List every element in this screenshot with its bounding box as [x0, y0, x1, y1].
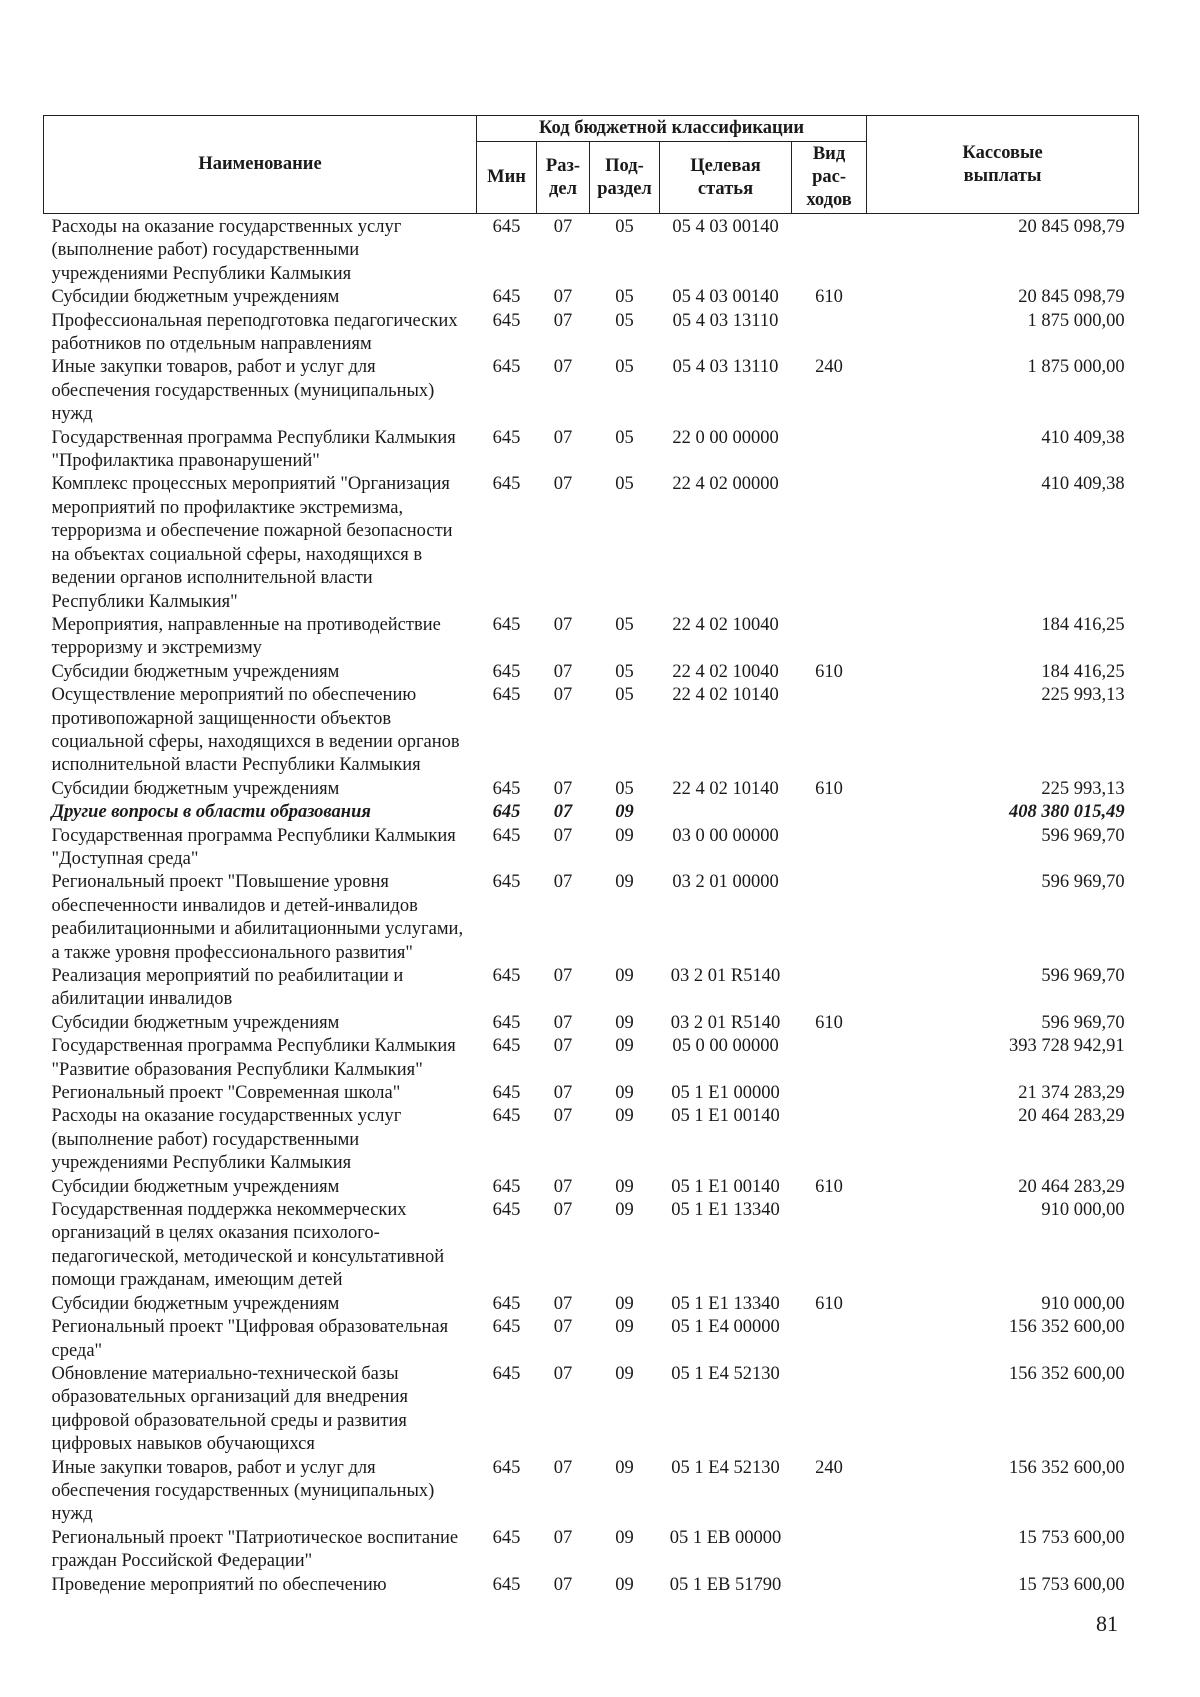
- row-podrazdel: 05: [615, 614, 634, 635]
- row-celevaya: 03 2 01 00000: [672, 872, 779, 893]
- row-sum: 20 464 283,29: [1018, 1106, 1125, 1127]
- row-vid: [792, 1105, 867, 1175]
- table-row: [44, 661, 1139, 684]
- row-razdel: 07: [553, 1106, 573, 1127]
- row-sum: 1 875 000,00: [1027, 357, 1125, 378]
- row-podrazdel: 05: [615, 474, 634, 495]
- row-vid: [792, 684, 867, 778]
- row-vid: [792, 1316, 867, 1363]
- row-vid: [792, 427, 867, 474]
- row-celevaya: 05 4 03 13110: [672, 357, 779, 378]
- row-vid: [792, 1199, 867, 1293]
- row-vid: [792, 473, 867, 613]
- table-row: [44, 1012, 1139, 1035]
- row-razdel: 07: [553, 825, 573, 846]
- row-vid: [792, 1574, 867, 1597]
- row-vid: 610: [815, 778, 843, 799]
- row-podrazdel: 05: [615, 287, 634, 308]
- table-row: [44, 965, 1139, 1012]
- row-name: Субсидии бюджетным учреждениям: [51, 1176, 340, 1197]
- table-row: [44, 801, 1139, 824]
- row-min: 645: [492, 1457, 521, 1478]
- row-sum: 1 875 000,00: [1027, 310, 1125, 331]
- row-vid: [792, 871, 867, 965]
- row-podrazdel: 05: [615, 217, 634, 237]
- row-celevaya: 03 0 00 00000: [672, 825, 779, 846]
- row-sum: 596 969,70: [1041, 966, 1125, 986]
- table-row: [44, 1316, 1139, 1363]
- row-podrazdel: 09: [615, 1317, 634, 1338]
- row-celevaya: 22 0 00 00000: [672, 427, 779, 448]
- row-min: 645: [492, 310, 521, 331]
- header-celevaya: Целевая статья: [660, 142, 792, 214]
- row-min: 645: [492, 614, 521, 635]
- row-podrazdel: 09: [615, 802, 634, 823]
- row-name: Реализация мероприятий по реабилитации и абилитации инвалидов: [51, 966, 404, 1010]
- table-row: [44, 1293, 1139, 1316]
- row-sum: 393 728 942,91: [1008, 1036, 1125, 1057]
- row-podrazdel: 05: [615, 357, 634, 378]
- row-name: Субсидии бюджетным учреждениям: [51, 1293, 340, 1314]
- row-razdel: 07: [553, 1200, 573, 1221]
- table-row: [44, 214, 1139, 287]
- row-celevaya: 03 2 01 R5140: [670, 966, 781, 986]
- table-row: [44, 427, 1139, 474]
- row-sum: 410 409,38: [1041, 474, 1125, 495]
- row-celevaya: 05 1 E4 52130: [671, 1457, 780, 1478]
- row-celevaya: 03 2 01 R5140: [670, 1012, 781, 1033]
- row-razdel: 07: [553, 1083, 573, 1104]
- row-name: Комплекс процессных мероприятий "Организация мероприятий по профилактике экстремизма, терроризма и обеспечение пожарной безопасности на объектах социальной сферы, находящихся в ведении органов исполнительной власти Республики Калмыкия": [51, 474, 453, 612]
- row-name: Региональный проект "Повышение уровня обеспеченности инвалидов и детей-инвалидов реабилитационными и абилитационными услугами, а также уровня профессионального развития": [51, 872, 464, 963]
- row-vid: [792, 825, 867, 872]
- row-razdel: 07: [553, 217, 573, 237]
- table-row: [44, 778, 1139, 801]
- row-vid: 610: [815, 1293, 843, 1314]
- row-name: Иные закупки товаров, работ и услуг для обеспечения государственных (муниципальных) нужд: [51, 357, 435, 425]
- row-sum: 596 969,70: [1041, 1012, 1125, 1033]
- row-podrazdel: 09: [615, 1106, 634, 1127]
- row-razdel: 07: [553, 287, 573, 308]
- budget-table: [43, 115, 1139, 1597]
- row-min: 645: [492, 474, 521, 495]
- row-celevaya: 22 4 02 00000: [672, 474, 779, 495]
- row-razdel: 07: [553, 310, 573, 331]
- table-row: [44, 286, 1139, 309]
- row-name: Субсидии бюджетным учреждениям: [51, 661, 340, 682]
- row-celevaya: 05 4 03 00140: [672, 287, 779, 308]
- header-name: Наименование: [44, 116, 477, 214]
- row-min: 645: [492, 1317, 521, 1338]
- table-row: [44, 684, 1139, 778]
- row-celevaya: 22 4 02 10040: [672, 661, 779, 682]
- row-celevaya: 05 1 E4 52130: [671, 1363, 780, 1384]
- row-vid: [792, 965, 867, 1012]
- row-razdel: 07: [553, 1574, 573, 1595]
- row-name: Региональный проект "Патриотическое воспитание граждан Российской Федерации": [51, 1527, 459, 1572]
- row-sum: 15 753 600,00: [1018, 1574, 1125, 1595]
- row-celevaya: 05 1 EB 51790: [669, 1574, 782, 1595]
- row-sum: 156 352 600,00: [1008, 1457, 1125, 1478]
- row-podrazdel: 09: [615, 1457, 634, 1478]
- row-min: 645: [492, 825, 521, 846]
- row-vid: 610: [815, 287, 843, 308]
- row-podrazdel: 09: [615, 1012, 634, 1033]
- row-vid: [792, 801, 867, 824]
- row-celevaya: 22 4 02 10140: [672, 778, 779, 799]
- table-row: [44, 356, 1139, 426]
- row-razdel: 07: [553, 872, 573, 893]
- row-min: 645: [492, 217, 521, 237]
- row-sum: 156 352 600,00: [1008, 1363, 1125, 1384]
- row-celevaya: 05 1 E1 13340: [671, 1200, 780, 1221]
- row-podrazdel: 09: [615, 1293, 634, 1314]
- row-razdel: 07: [553, 802, 573, 823]
- row-sum: 156 352 600,00: [1008, 1317, 1125, 1338]
- header-code-group: Код бюджетной классификации: [477, 116, 867, 142]
- row-podrazdel: 09: [615, 1083, 634, 1104]
- row-razdel: 07: [553, 1527, 573, 1548]
- row-name: Субсидии бюджетным учреждениям: [51, 1012, 340, 1033]
- row-vid: 240: [815, 357, 843, 378]
- row-vid: 610: [815, 1012, 843, 1033]
- row-razdel: 07: [553, 1176, 573, 1197]
- row-razdel: 07: [553, 1293, 573, 1314]
- row-sum: 21 374 283,29: [1018, 1083, 1125, 1104]
- row-podrazdel: 09: [615, 1527, 634, 1548]
- row-celevaya: 05 1 E1 00000: [671, 1083, 780, 1104]
- row-min: 645: [492, 1363, 521, 1384]
- header-podrazdel: Под- раздел: [590, 142, 660, 214]
- row-sum: 910 000,00: [1041, 1293, 1125, 1314]
- row-sum: 225 993,13: [1041, 685, 1125, 706]
- row-name: Государственная поддержка некоммерческих организаций в целях оказания психолого-педагогической, методической и консультативной помощи гражданам, имеющим детей: [51, 1200, 445, 1291]
- row-razdel: 07: [553, 1036, 573, 1057]
- row-name: Государственная программа Республики Калмыкия "Развитие образования Республики Калмыкия": [51, 1036, 456, 1080]
- table-row: [44, 310, 1139, 357]
- row-celevaya: [660, 801, 792, 824]
- table-row: [44, 1176, 1139, 1199]
- row-celevaya: 05 4 03 13110: [672, 310, 779, 331]
- header-vid: Вид рас- ходов: [792, 142, 867, 214]
- row-sum: 184 416,25: [1041, 661, 1125, 682]
- row-sum: 225 993,13: [1041, 778, 1125, 799]
- row-vid: [792, 1082, 867, 1105]
- row-min: 645: [492, 1036, 521, 1057]
- table-header: [44, 116, 1139, 214]
- row-min: 645: [492, 685, 521, 706]
- row-name: Осуществление мероприятий по обеспечению противопожарной защищенности объектов социальной сферы, находящихся в ведении органов исполнительной власти Республики Калмыкия: [51, 685, 460, 776]
- row-sum: 20 464 283,29: [1018, 1176, 1125, 1197]
- row-name: Расходы на оказание государственных услуг (выполнение работ) государственными учреждениями Республики Калмыкия: [51, 217, 402, 284]
- row-podrazdel: 05: [615, 427, 634, 448]
- row-razdel: 07: [553, 966, 573, 986]
- table-row: [44, 1105, 1139, 1175]
- page-number: 81: [1096, 1611, 1118, 1636]
- row-celevaya: 05 1 E1 13340: [671, 1293, 780, 1314]
- row-name: Мероприятия, направленные на противодействие терроризму и экстремизму: [51, 614, 441, 659]
- row-min: 645: [492, 661, 521, 682]
- row-vid: [792, 1363, 867, 1457]
- row-min: 645: [492, 802, 521, 823]
- row-vid: [792, 1035, 867, 1082]
- row-sum: 408 380 015,49: [1008, 802, 1125, 823]
- row-min: 645: [492, 1574, 521, 1595]
- row-podrazdel: 09: [615, 1363, 634, 1384]
- table-row: [44, 1035, 1139, 1082]
- row-podrazdel: 05: [615, 310, 634, 331]
- row-name: Обновление материально-технической базы образовательных организаций для внедрения цифровой образовательной среды и развития цифровых навыков обучающихся: [51, 1363, 408, 1455]
- row-vid: [792, 1527, 867, 1574]
- row-razdel: 07: [553, 357, 573, 378]
- row-min: 645: [492, 287, 521, 308]
- row-podrazdel: 09: [615, 872, 634, 893]
- row-razdel: 07: [553, 778, 573, 799]
- row-razdel: 07: [553, 661, 573, 682]
- table-row: [44, 473, 1139, 613]
- row-celevaya: 05 4 03 00140: [672, 217, 779, 237]
- row-name: Региональный проект "Современная школа": [51, 1083, 401, 1104]
- row-celevaya: 22 4 02 10140: [672, 685, 779, 706]
- row-min: 645: [492, 1527, 521, 1548]
- row-sum: 184 416,25: [1041, 614, 1125, 635]
- header-razdel: Раз- дел: [537, 142, 590, 214]
- header-payments: Кассовые выплаты: [867, 116, 1139, 214]
- row-razdel: 07: [553, 614, 573, 635]
- row-podrazdel: 05: [615, 685, 634, 706]
- row-sum: 596 969,70: [1041, 825, 1125, 846]
- row-podrazdel: 09: [615, 1200, 634, 1221]
- row-name: Региональный проект "Цифровая образовательная среда": [51, 1317, 449, 1361]
- row-sum: 15 753 600,00: [1018, 1527, 1125, 1548]
- row-min: 645: [492, 357, 521, 378]
- row-min: 645: [492, 872, 521, 893]
- row-vid: 610: [815, 1176, 843, 1197]
- table-row: [44, 1199, 1139, 1293]
- row-razdel: 07: [553, 1363, 573, 1384]
- row-celevaya: 05 0 00 00000: [672, 1036, 779, 1057]
- row-podrazdel: 05: [615, 661, 634, 682]
- row-podrazdel: 09: [615, 1176, 634, 1197]
- row-podrazdel: 09: [615, 1574, 634, 1595]
- row-name: Субсидии бюджетным учреждениям: [51, 287, 340, 308]
- row-min: 645: [492, 1012, 521, 1033]
- row-vid: [792, 310, 867, 357]
- row-razdel: 07: [553, 1317, 573, 1338]
- row-min: 645: [492, 1106, 521, 1127]
- row-min: 645: [492, 778, 521, 799]
- row-vid: [792, 614, 867, 661]
- row-name: Другие вопросы в области образования: [51, 802, 371, 823]
- header-min: Мин: [477, 142, 537, 214]
- row-min: 645: [492, 427, 521, 448]
- row-name: Проведение мероприятий по обеспечению: [51, 1574, 387, 1595]
- row-min: 645: [492, 1176, 521, 1197]
- table-row: [44, 825, 1139, 872]
- row-vid: [792, 214, 867, 287]
- table-row: [44, 1082, 1139, 1105]
- row-min: 645: [492, 1083, 521, 1104]
- row-razdel: 07: [553, 427, 573, 448]
- row-sum: 910 000,00: [1041, 1200, 1125, 1221]
- row-podrazdel: 09: [615, 1036, 634, 1057]
- row-podrazdel: 09: [615, 825, 634, 846]
- row-celevaya: 05 1 E4 00000: [671, 1317, 780, 1338]
- table-row: [44, 614, 1139, 661]
- row-sum: 596 969,70: [1041, 872, 1125, 893]
- table-row: [44, 1527, 1139, 1574]
- row-vid: 240: [815, 1457, 843, 1478]
- row-sum: 410 409,38: [1041, 427, 1125, 448]
- row-min: 645: [492, 1293, 521, 1314]
- row-podrazdel: 05: [615, 778, 634, 799]
- row-name: Государственная программа Республики Калмыкия "Доступная среда": [51, 825, 456, 869]
- row-vid: 610: [815, 661, 843, 682]
- table-body: [44, 214, 1139, 1597]
- row-razdel: 07: [553, 1012, 573, 1033]
- row-celevaya: 22 4 02 10040: [672, 614, 779, 635]
- row-celevaya: 05 1 EB 00000: [669, 1527, 782, 1548]
- row-name: Субсидии бюджетным учреждениям: [51, 778, 340, 799]
- table-row: [44, 1363, 1139, 1457]
- row-razdel: 07: [553, 685, 573, 706]
- row-min: 645: [492, 1200, 521, 1221]
- table-row: [44, 1457, 1139, 1527]
- row-razdel: 07: [553, 1457, 573, 1478]
- table-row: [44, 871, 1139, 965]
- row-celevaya: 05 1 E1 00140: [671, 1176, 780, 1197]
- row-sum: 20 845 098,79: [1018, 287, 1125, 308]
- row-name: Государственная программа Республики Калмыкия "Профилактика правонарушений": [51, 427, 456, 472]
- row-podrazdel: 09: [615, 966, 634, 986]
- row-min: 645: [492, 966, 521, 986]
- row-razdel: 07: [553, 474, 573, 495]
- row-celevaya: 05 1 E1 00140: [671, 1106, 780, 1127]
- row-name: Расходы на оказание государственных услуг (выполнение работ) государственными учреждениями Республики Калмыкия: [51, 1106, 402, 1174]
- row-name: Профессиональная переподготовка педагогических работников по отдельным направлениям: [51, 310, 458, 355]
- table-row: [44, 1574, 1139, 1597]
- row-name: Иные закупки товаров, работ и услуг для обеспечения государственных (муниципальных) нужд: [51, 1457, 435, 1525]
- row-sum: 20 845 098,79: [1018, 217, 1125, 237]
